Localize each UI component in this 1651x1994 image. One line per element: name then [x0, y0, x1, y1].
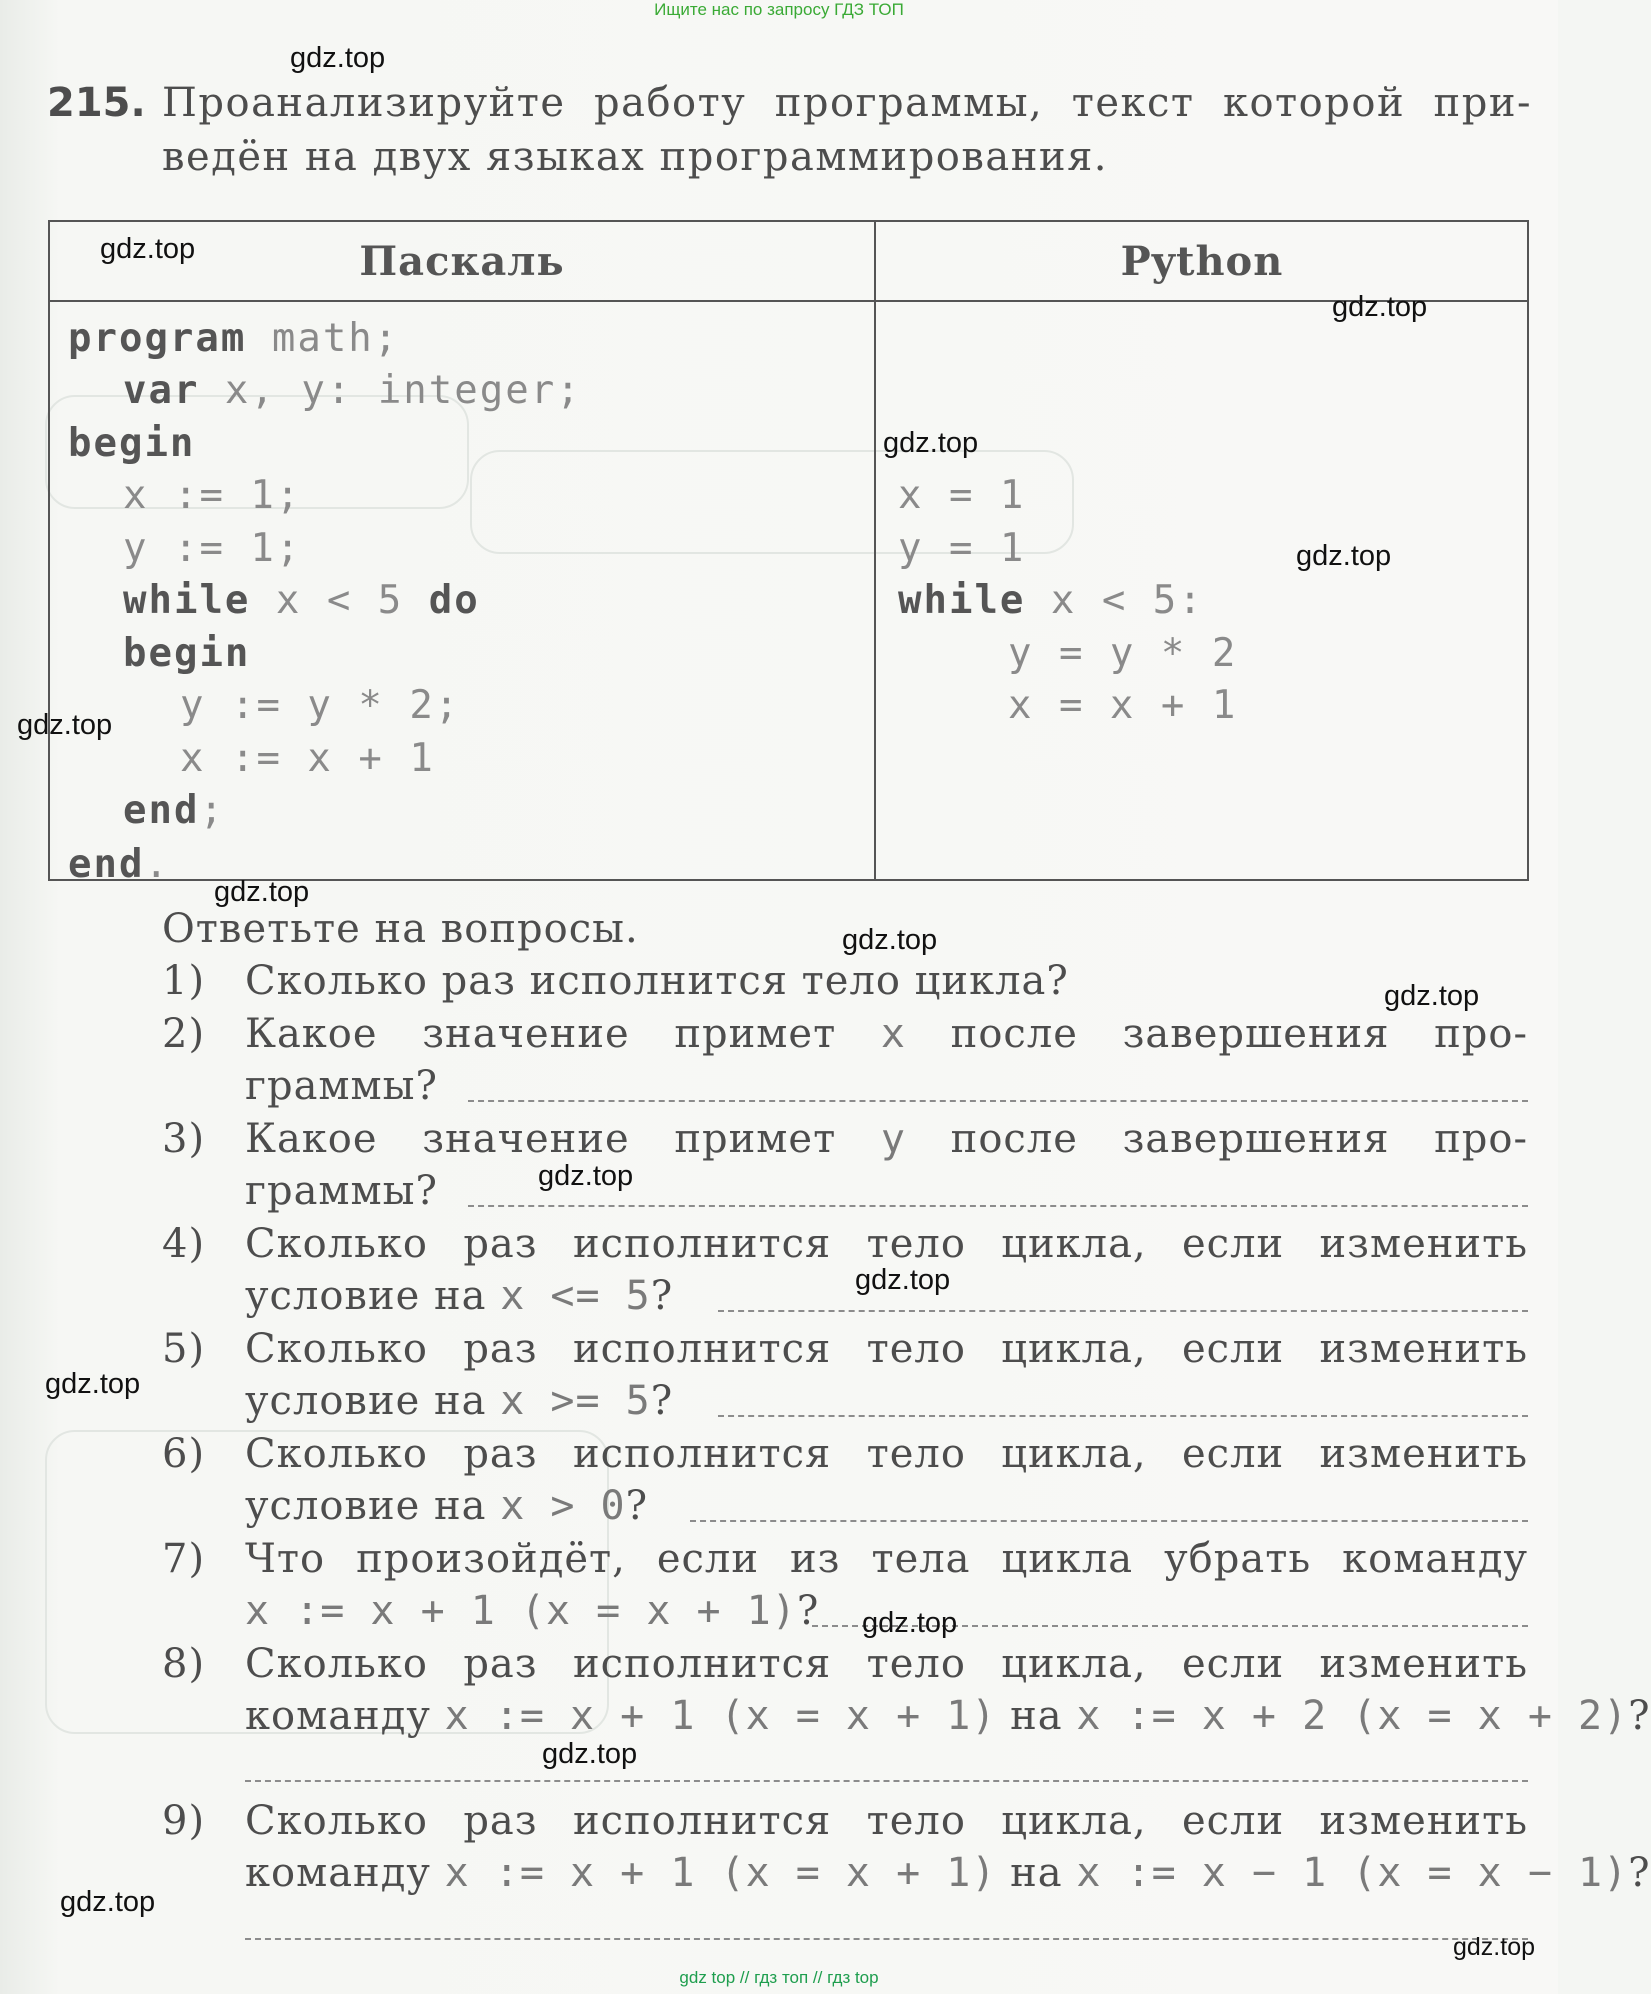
question-text: после завершения про- [905, 1116, 1528, 1162]
pascal-code-text: math; [246, 316, 400, 361]
question-1-text: Сколько раз исполнится тело цикла? [245, 958, 1069, 1004]
command-code: x := x − 1 (x = x − 1) [1076, 1850, 1629, 1896]
question-number: 3) [162, 1116, 206, 1162]
question-text: условие на [245, 1378, 501, 1424]
question-5-line-2 [245, 1378, 673, 1424]
watermark: gdz.top [862, 1607, 958, 1639]
condition-code: x <= 5 [500, 1273, 651, 1319]
question-2-line-2: граммы? [245, 1063, 438, 1109]
pascal-keyword: while [123, 578, 251, 623]
question-7-line-2 [245, 1588, 819, 1634]
pascal-line: y := y * 2; [180, 683, 461, 728]
pascal-keyword: do [428, 578, 480, 623]
pascal-keyword: end [123, 788, 200, 833]
watermark: gdz.top [883, 427, 979, 459]
answer-line[interactable] [468, 1100, 1528, 1102]
watermark: gdz.top [60, 1886, 156, 1918]
pascal-line [123, 368, 582, 413]
question-text: после завершения про- [905, 1011, 1528, 1057]
question-number: 4) [162, 1221, 206, 1267]
watermark: gdz.top [1296, 540, 1392, 572]
question-9-line-2 [245, 1850, 1651, 1896]
questions-intro: Ответьте на вопросы. [162, 906, 639, 952]
answer-line[interactable] [468, 1205, 1528, 1207]
question-number: 9) [162, 1798, 206, 1844]
question-number: 8) [162, 1641, 206, 1687]
pascal-code-text: x < 5 [250, 578, 429, 623]
command-code: x := x + 1 (x = x + 1) [444, 1850, 997, 1896]
question-4-line-1: Сколько раз исполнится тело цикла, если изменить [245, 1221, 1528, 1267]
watermark: gdz.top [538, 1160, 634, 1192]
question-8-line-1: Сколько раз исполнится тело цикла, если изменить [245, 1641, 1528, 1687]
pascal-code-text: ; [199, 788, 225, 833]
watermark: gdz.top [855, 1264, 951, 1296]
question-number: 6) [162, 1431, 206, 1477]
table-header-divider [48, 300, 1529, 302]
table-header-python: Python [1120, 238, 1284, 285]
pascal-keyword: begin [68, 421, 196, 466]
question-text: ? [1628, 1693, 1651, 1739]
python-code-text: x < 5: [1025, 578, 1204, 623]
question-text: ? [650, 1273, 674, 1319]
command-code: x := x + 2 (x = x + 2) [1076, 1693, 1629, 1739]
question-text: на [996, 1850, 1077, 1896]
question-3-line-2: граммы? [245, 1168, 438, 1214]
question-5-line-1: Сколько раз исполнится тело цикла, если изменить [245, 1326, 1528, 1372]
question-4-line-2 [245, 1273, 673, 1319]
question-6-line-2 [245, 1483, 648, 1529]
variable-x: x [880, 1011, 906, 1057]
pascal-line [123, 631, 250, 676]
watermark: gdz.top [1332, 291, 1428, 323]
question-text: Какое значение примет [245, 1011, 881, 1057]
command-code: x := x + 1 (x = x + 1) [245, 1588, 797, 1634]
watermark: gdz.top [214, 876, 310, 908]
pascal-line [68, 842, 170, 887]
python-line: x = 1 [898, 473, 1026, 518]
question-text: условие на [245, 1483, 501, 1529]
command-code: x := x + 1 (x = x + 1) [444, 1693, 997, 1739]
pascal-code-text: x, y: integer; [199, 368, 582, 413]
task-text-line-1: Проанализируйте работу программы, текст которой при- [162, 80, 1532, 126]
pascal-line [68, 421, 195, 466]
watermark: gdz.top [100, 233, 196, 265]
pascal-line [123, 788, 225, 833]
header-search-link[interactable]: Ищите нас по запросу ГДЗ ТОП [654, 0, 904, 19]
task-text-line-2: ведён на двух языках программирования. [162, 134, 1109, 180]
question-text: ? [650, 1378, 674, 1424]
pascal-code-text: . [144, 842, 170, 887]
pascal-line [68, 316, 399, 361]
answer-line[interactable] [718, 1310, 1528, 1312]
question-9-line-1: Сколько раз исполнится тело цикла, если изменить [245, 1798, 1528, 1844]
variable-y: y [880, 1116, 906, 1162]
answer-line[interactable] [690, 1520, 1528, 1522]
watermark: gdz.top [45, 1368, 141, 1400]
question-number: 2) [162, 1011, 206, 1057]
pascal-keyword: begin [123, 631, 251, 676]
watermark: gdz.top [842, 924, 938, 956]
footer-links[interactable]: gdz top // гдз топ // гдз top [679, 1968, 879, 1987]
question-text: команду [245, 1850, 445, 1896]
question-number: 5) [162, 1326, 206, 1372]
pascal-line: x := x + 1 [180, 736, 435, 781]
python-line: x = x + 1 [1008, 683, 1238, 728]
question-6-line-1: Сколько раз исполнится тело цикла, если изменить [245, 1431, 1528, 1477]
answer-line[interactable] [245, 1780, 1528, 1782]
python-keyword: while [898, 578, 1026, 623]
question-2-line-1 [245, 1011, 1528, 1057]
table-header-pascal: Паскаль [359, 238, 565, 285]
pascal-keyword: var [123, 368, 200, 413]
pascal-line [123, 578, 480, 623]
watermark: gdz.top [17, 709, 113, 741]
pascal-keyword: program [68, 316, 247, 361]
condition-code: x >= 5 [500, 1378, 651, 1424]
pascal-line: y := 1; [123, 526, 302, 571]
question-text: команду [245, 1693, 445, 1739]
question-text: ? [1628, 1850, 1651, 1896]
answer-line[interactable] [718, 1415, 1528, 1417]
question-3-line-1 [245, 1116, 1528, 1162]
python-line: y = y * 2 [1008, 631, 1238, 676]
question-text: ? [625, 1483, 649, 1529]
python-line: y = 1 [898, 526, 1026, 571]
table-column-divider [874, 220, 876, 881]
pascal-line: x := 1; [123, 473, 302, 518]
pascal-keyword: end [68, 842, 145, 887]
watermark: gdz.top [1384, 980, 1480, 1012]
task-number: 215. [47, 80, 146, 126]
question-7-line-1: Что произойдёт, если из тела цикла убрать команду [245, 1536, 1528, 1582]
watermark: gdz.top [1453, 1933, 1536, 1961]
answer-line[interactable] [245, 1938, 1528, 1940]
question-number: 1) [162, 958, 206, 1004]
question-text: ? [796, 1588, 820, 1634]
watermark: gdz.top [542, 1738, 638, 1770]
question-8-line-2 [245, 1693, 1651, 1739]
watermark: gdz.top [290, 42, 386, 74]
condition-code: x > 0 [500, 1483, 626, 1529]
question-text: условие на [245, 1273, 501, 1319]
python-line [898, 578, 1204, 623]
question-text: Какое значение примет [245, 1116, 881, 1162]
question-text: на [996, 1693, 1077, 1739]
question-number: 7) [162, 1536, 206, 1582]
